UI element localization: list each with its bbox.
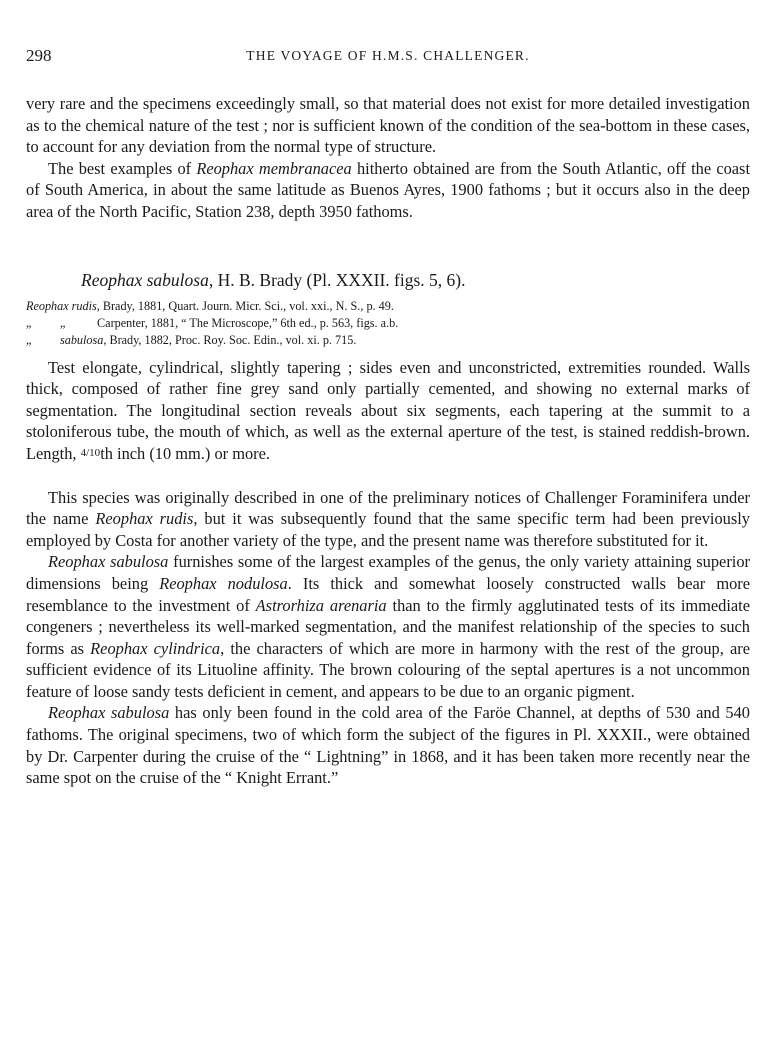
text-run: . Its thick and somewhat loosely constructed walls bear more resemblance to the investment of: [26, 573, 750, 615]
species-name: Reophax rudis: [95, 509, 194, 529]
species-description: [26, 357, 750, 465]
species-name: Reophax sabulosa: [48, 552, 169, 572]
text-run: furnishes some of the largest examples of the genus, the only variety attaining superior dimensions being: [26, 552, 750, 593]
synonymy-entry: [26, 298, 750, 315]
text-run: hitherto obtained are from the South Atlantic, off the coast of South America, in about the same latitude as Buenos Ayres, 1900 fathoms ; but it occurs also in the deep area of the North Pacific, Station 238, depth 3950 fathoms.: [26, 158, 750, 221]
synonymy-entry: [26, 315, 750, 332]
text-run: , the characters of which are more in harmony with the rest of the group, are sufficient evidence of its Lituoline affinity. The brown colouring of the septal apertures is a not uncommon feature of loose sandy tests deficient in cement, and appears to be due to an organic pigment.: [26, 638, 750, 701]
synonym-name: Reophax rudis: [26, 298, 97, 313]
paragraph-continued: very rare and the specimens exceedingly small, so that material does not exist for more detailed investigation as to the chemical nature of the test ; nor is sufficient known of the condition of the sea-bottom in these cases, to account for any deviation from the normal type of structure.: [26, 94, 750, 157]
text-run: This species was originally described in one of the preliminary notices of Challenger Foraminifera under the name: [26, 487, 750, 529]
page-body: [26, 93, 750, 789]
text-run: th inch (10 mm.) or more.: [100, 443, 270, 463]
synonym-reference: , Brady, 1881, Quart. Journ. Micr. Sci., vol. xxi., N. S., p. 49.: [96, 298, 394, 313]
synonym-reference: , Brady, 1882, Proc. Roy. Soc. Edin., vol. xi. p. 715.: [103, 332, 357, 347]
synonym-reference: Carpenter, 1881, “ The Microscope,” 6th ed., p. 563, figs. a.b.: [94, 315, 399, 330]
running-title: THE VOYAGE OF H.M.S. CHALLENGER.: [246, 48, 530, 63]
length-fraction: 4/10: [80, 446, 101, 459]
species-name: Reophax nodulosa: [159, 573, 288, 593]
ditto-mark: „: [26, 332, 32, 347]
synonym-name: sabulosa: [60, 332, 104, 347]
paragraph-original-description: [26, 487, 750, 552]
species-name: Reophax sabulosa: [48, 703, 170, 723]
page-number: 298: [26, 46, 52, 65]
text-run: , but it was subsequently found that the same specific term had been previously employed by Costa for another variety of the type, and the present name was therefore substituted for it.: [26, 509, 750, 550]
species-heading: [81, 268, 750, 292]
synonymy-list: [26, 298, 750, 349]
text-run: Test elongate, cylindrical, slightly tapering ; sides even and unconstricted, extremities rounded. Walls thick, composed of rather fine grey sand only partially cemented, and showing no external marks of segmentation. The longitudinal section reveals about six segments, each tapering at the summit to a stoloniferous tube, the mouth of which, as well as the external aperture of the test, is stained reddish-brown. Length,: [26, 357, 750, 463]
paragraph-comparison: [26, 551, 750, 702]
species-name: Astrorhiza arenaria: [255, 595, 387, 615]
ditto-mark: „: [60, 315, 66, 330]
species-heading-authority: , H. B. Brady (Pl. XXXII. figs. 5, 6).: [208, 269, 466, 290]
paragraph-best-examples: [26, 158, 750, 223]
synonymy-entry: [26, 332, 750, 349]
page-header: [26, 46, 750, 70]
species-heading-name: Reophax sabulosa: [81, 269, 209, 290]
ditto-mark: „: [26, 315, 32, 330]
text-run: than to the firmly agglutinated tests of its immediate congeners ; nevertheless its well-marked segmentation, and the manifest relationship of the species to such forms as: [26, 595, 751, 658]
species-name: Reophax cylindrica: [90, 638, 221, 658]
text-run: The best examples of: [48, 158, 197, 178]
species-name: Reophax membranacea: [196, 158, 352, 178]
text-run: has only been found in the cold area of the Faröe Channel, at depths of 530 and 540 fathoms. The original specimens, two of which form the subject of the figures in Pl. XXXII., were obtained by Dr. Carpenter during the cruise of the “ Lightning” in 1868, and it has been taken more recently near the same spot on the cruise of the “ Knight Errant.”: [26, 703, 750, 788]
paragraph-distribution: [26, 702, 750, 788]
